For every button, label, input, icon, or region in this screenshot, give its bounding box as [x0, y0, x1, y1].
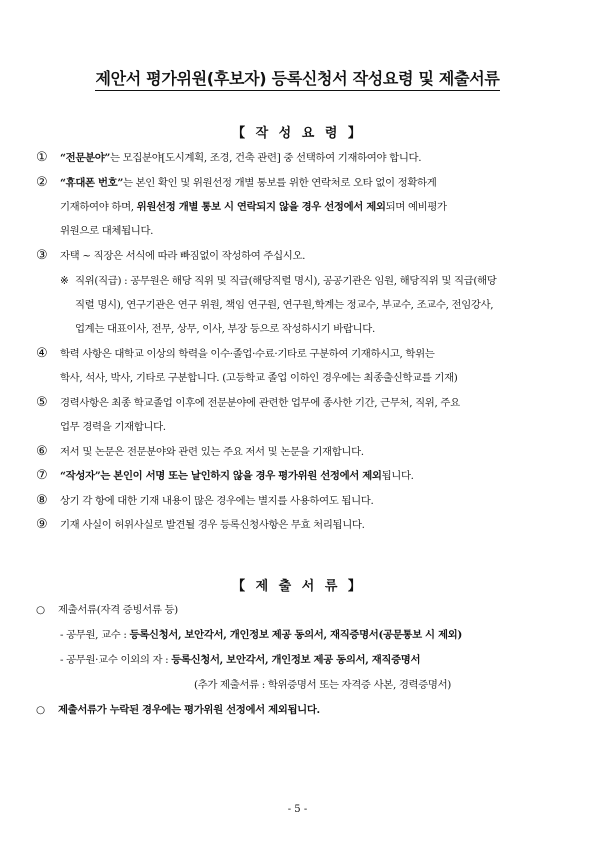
guide-item-7: [36, 469, 559, 483]
circle-icon: ○: [36, 604, 45, 616]
item-text: 경력사항은 최종 학교졸업 이후에 전문분야에 관련한 업무에 종사한 기간, 근무처, 직위, 주요: [60, 397, 460, 409]
docs-heading: 【 제 출 서 류 】: [232, 579, 363, 594]
docs-item-label: - 공무원, 교수 :: [60, 629, 130, 641]
bold-text: 등록신청서, 보안각서, 개인정보 제공 동의서, 재직증명서: [171, 654, 421, 666]
item-text: 는 본인 확인 및 위원선정 개별 통보를 위한 연락처로 오타 없이 정확하게: [122, 177, 437, 189]
docs-item-1: [60, 628, 559, 642]
docs-item-label: - 공무원·교수 이외의 자 :: [60, 654, 172, 666]
circle-icon: ○: [36, 704, 45, 716]
item-text: 되며 예비평가: [385, 201, 447, 213]
guide-item-5: [36, 396, 559, 410]
guide-item-5-cont: 업무 경력을 기재합니다.: [60, 421, 166, 433]
warning-text: 제출서류가 누락된 경우에는 평가위원 선정에서 제외됩니다.: [58, 704, 320, 716]
item-marker: ⑤: [36, 395, 48, 410]
note-line-1: [60, 274, 559, 288]
item-text: 기재하여야 하며,: [60, 201, 137, 213]
item-marker: ⑨: [36, 517, 48, 532]
item-text: 는 모집분야[도시계획, 조경, 건축 관련] 중 선택하여 기재하여야 합니다.: [110, 152, 422, 164]
item-marker: ②: [36, 175, 48, 190]
guide-item-2-cont2: 위원으로 대체됩니다.: [60, 225, 154, 237]
bold-text: 위원선정 개별 통보 시 연락되지 않을 경우 선정에서 제외: [136, 201, 386, 213]
guide-item-3: [36, 249, 559, 263]
docs-intro: [36, 603, 559, 617]
item-marker: ③: [36, 248, 48, 263]
guide-item-1: [36, 151, 559, 165]
docs-warning: [36, 703, 559, 717]
bold-text: “휴대폰 번호”: [60, 177, 123, 189]
guide-item-8: [36, 494, 559, 508]
guide-item-2-cont: [60, 200, 559, 214]
page-title: 제안서 평가위원(후보자) 등록신청서 작성요령 및 제출서류: [0, 66, 595, 89]
bold-text: “작성자”는 본인이 서명 또는 날인하지 않을 경우 평가위원 선정에서 제외: [60, 470, 382, 482]
bold-text: 등록신청서, 보안각서, 개인정보 제공 동의서, 재직증명서(공문통보 시 제외): [129, 629, 462, 641]
item-text: 상기 각 항에 대한 기재 내용이 많은 경우에는 별지를 사용하여도 됩니다.: [60, 495, 374, 507]
guide-item-2: [36, 176, 559, 190]
guide-heading: 【 작 성 요 령 】: [232, 126, 363, 141]
item-text: 자택 ~ 직장은 서식에 따라 빠짐없이 작성하여 주십시오.: [60, 250, 306, 262]
item-marker: ⑥: [36, 444, 48, 459]
note-line-3: 업계는 대표이사, 전무, 상무, 이사, 부장 등으로 작성하시기 바랍니다.: [75, 323, 375, 335]
item-text: 학력 사항은 대학교 이상의 학력을 이수·졸업·수료·기타로 구분하여 기재하시고, 학위는: [60, 348, 435, 360]
item-marker: ⑧: [36, 493, 48, 508]
item-marker: ④: [36, 346, 48, 361]
guide-item-6: [36, 445, 559, 459]
note-line-2: 직렬 명시), 연구기관은 연구 위원, 책임 연구원, 연구원,학계는 정교수, 부교수, 조교수, 전임강사,: [75, 299, 494, 311]
guide-item-9: [36, 518, 559, 532]
page-number: - 5 -: [287, 804, 308, 815]
docs-item-2: [60, 653, 559, 667]
guide-item-4-cont: 학사, 석사, 박사, 기타로 구분합니다. (고등학교 졸업 이하인 경우에는 최종출신학교를 기재): [60, 372, 458, 384]
note-marker: ※: [60, 275, 69, 287]
item-text: 저서 및 논문은 전문분야와 관련 있는 주요 저서 및 논문을 기재합니다.: [60, 446, 364, 458]
guide-item-4: [36, 347, 559, 361]
item-marker: ⑦: [36, 468, 48, 483]
bold-text: “전문분야”: [60, 152, 111, 164]
item-text: 기재 사실이 허위사실로 발견될 경우 등록신청사항은 무효 처리됩니다.: [60, 519, 365, 531]
item-text: 됩니다.: [381, 470, 414, 482]
docs-item-3: (추가 제출서류 : 학위증명서 또는 자격증 사본, 경력증명서): [194, 679, 451, 691]
docs-intro-text: 제출서류(자격 증빙서류 등): [58, 604, 178, 616]
note-text: 직위(직급) : 공무원은 해당 직위 및 직급(해당직렬 명시), 공공기관은 임원, 해당직위 및 직급(해당: [75, 275, 497, 287]
item-marker: ①: [36, 150, 48, 165]
